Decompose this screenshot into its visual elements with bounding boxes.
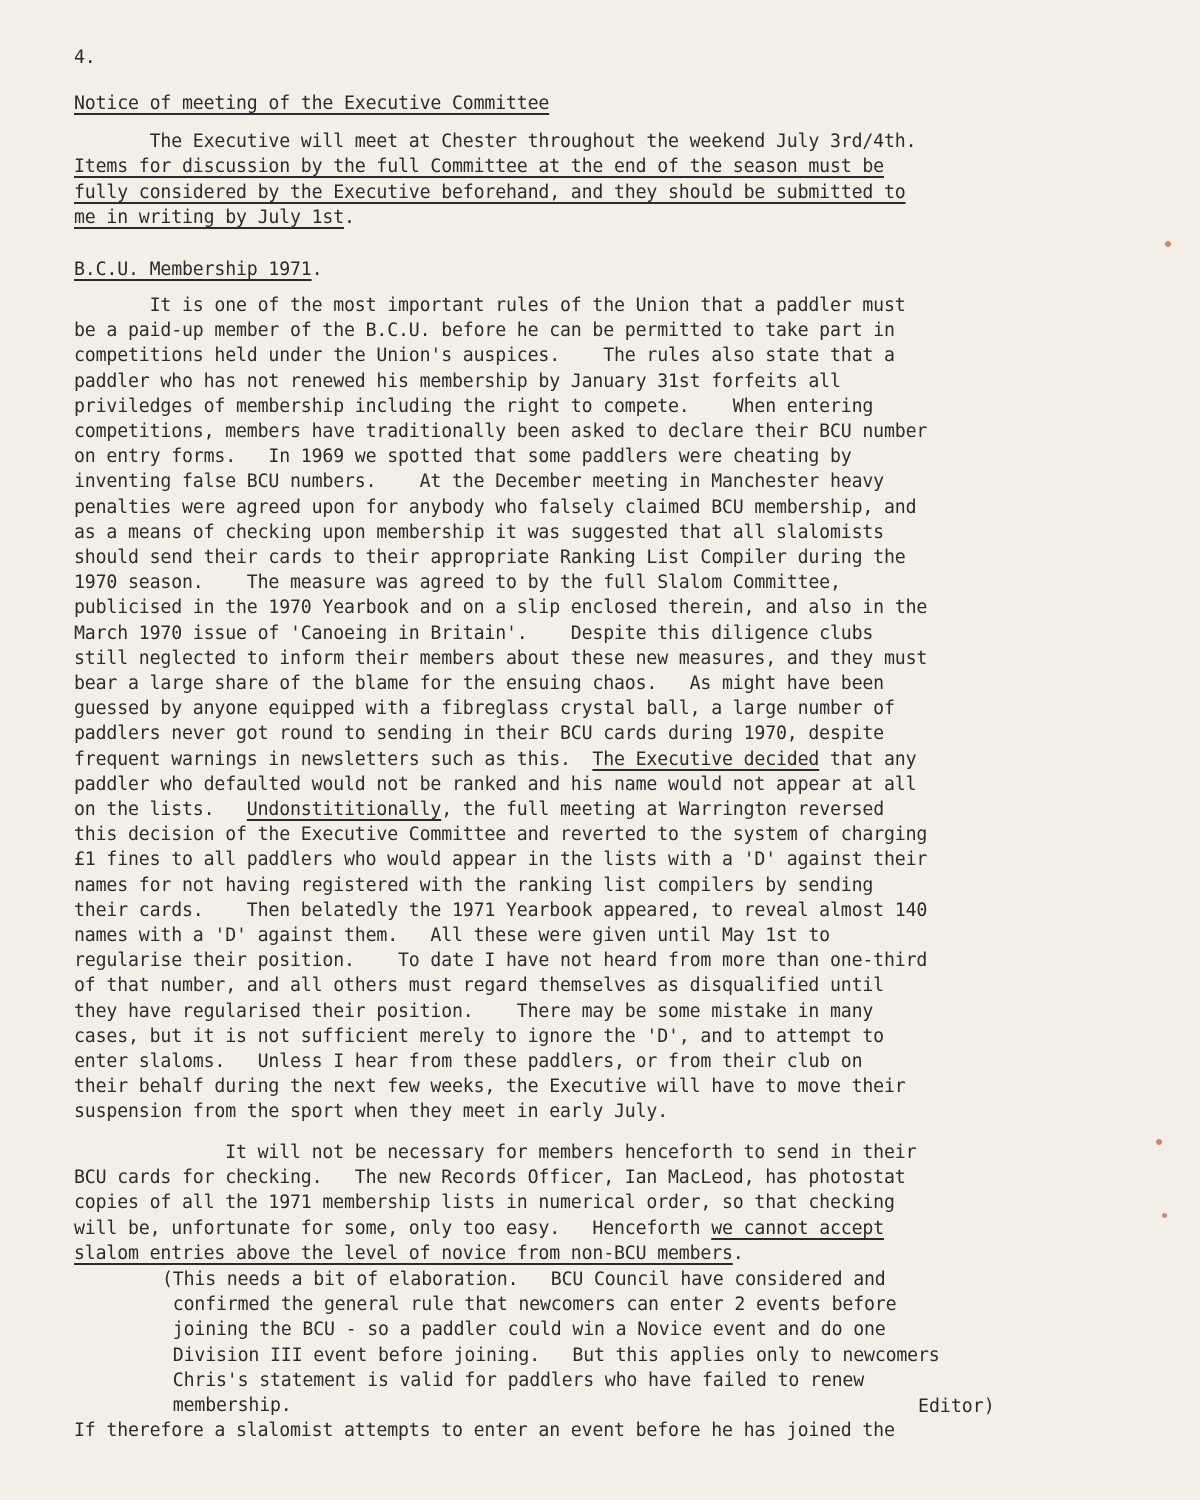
line-text: .: [344, 206, 355, 228]
line-text: It is one of the most important rules of the Union that a paddler must: [74, 295, 906, 316]
paper-mark: [1156, 1139, 1162, 1145]
line-text: frequent warnings in newsletters such as this.: [74, 748, 593, 770]
text-line: [74, 422, 927, 442]
line-text: names with a 'D' against them. All these were given until May 1st to: [74, 925, 830, 946]
line-text: names for not having registered with the ranking list compilers by sending: [74, 874, 874, 896]
text-line: [74, 1102, 668, 1122]
line-text: of that number, and all others must regard themselves as disqualified until: [74, 975, 884, 997]
editor-signature: Editor): [918, 1396, 995, 1417]
text-line: [74, 397, 873, 417]
line-text: regularise their position. To date I have not heard from more than one-third: [74, 950, 928, 972]
line-text: their cards. Then belatedly the 1971 Yearbook appeared, to reveal almost 140: [74, 899, 928, 921]
text-line: [74, 1219, 884, 1239]
underlined-text: Undonstititionally: [246, 799, 442, 820]
line-text: on entry forms. In 1969 we spotted that some paddlers were cheating by: [74, 446, 852, 468]
paper-mark: [1165, 241, 1171, 247]
editor-note-line: confirmed the general rule that newcomers can enter 2 events before: [162, 1294, 897, 1316]
text-line: [74, 1143, 916, 1163]
line-text: .: [732, 1242, 744, 1264]
line-text: BCU cards for checking. The new Records Officer, Ian MacLeod, has photostat: [74, 1167, 906, 1189]
line-text: competitions, members have traditionally been asked to declare their BCU number: [74, 421, 928, 442]
paper-mark: [1162, 1213, 1167, 1218]
text-line: [74, 1244, 744, 1264]
underlined-text: Items for discussion by the full Committee at the end of the season must be: [74, 156, 884, 178]
line-text: will be, unfortunate for some, only too easy. Henceforth: [74, 1217, 712, 1239]
line-text: that any: [819, 748, 917, 770]
line-text: paddler who has not renewed his membership by January 31st forfeits all: [74, 370, 841, 392]
text-line: [74, 573, 841, 593]
line-text: It will not be necessary for members henceforth to send in their: [74, 1142, 917, 1163]
line-text: The Executive will meet at Chester throughout the weekend July 3rd/4th.: [74, 131, 917, 152]
underlined-text: The Executive decided: [592, 748, 820, 770]
underlined-text: slalom entries above the level of novice from non-BCU members: [74, 1242, 733, 1264]
heading-text: B.C.U. Membership 1971: [74, 259, 312, 280]
line-text: as a means of checking upon membership it was suggested that all slalomists: [74, 521, 884, 543]
underlined-text: me in writing by July 1st: [74, 206, 344, 228]
text-line: [74, 775, 916, 795]
text-line: [74, 976, 884, 996]
text-line: [74, 1052, 862, 1072]
editor-note-line: membership.: [162, 1395, 292, 1416]
page-number: 4.: [74, 47, 96, 68]
text-line: [74, 472, 884, 492]
text-line: [74, 750, 916, 770]
line-text: guessed by anyone equipped with a fibreglass crystal ball, a large number of: [74, 698, 895, 720]
text-line: [74, 624, 873, 644]
line-text: cases, but it is not sufficient merely to ignore the 'D', and to attempt to: [74, 1025, 884, 1047]
text-line: [74, 447, 852, 467]
text-line: [74, 699, 895, 719]
editor-note-line: (This needs a bit of elaboration. BCU Council have considered and: [162, 1269, 886, 1290]
text-line: [74, 901, 927, 921]
text-line: [74, 157, 884, 177]
line-text: publicised in the 1970 Yearbook and on a slip enclosed therein, and also in the: [74, 597, 928, 619]
text-line: [74, 649, 927, 669]
line-text: bear a large share of the blame for the ensuing chaos. As might have been: [74, 673, 884, 694]
line-text: on the lists.: [74, 799, 247, 820]
text-line: [74, 296, 906, 316]
line-text: suspension from the sport when they meet in early July.: [74, 1101, 668, 1123]
text-line: [74, 321, 895, 341]
text-line: [74, 1193, 895, 1213]
text-line: [74, 598, 927, 618]
line-text: paddlers never got round to sending in their BCU cards during 1970, despite: [74, 723, 884, 745]
text-line: [74, 724, 884, 744]
line-text: £1 fines to all paddlers who would appear in the lists with a 'D' against their: [74, 849, 928, 871]
line-text: inventing false BCU numbers. At the December meeting in Manchester heavy: [74, 471, 884, 493]
line-text: copies of all the 1971 membership lists in numerical order, so that checking: [74, 1192, 895, 1214]
section-heading-membership: [74, 260, 322, 280]
line-text: 1970 season. The measure was agreed to by the full Slalom Committee,: [74, 572, 841, 594]
line-text: this decision of the Executive Committee and reverted to the system of charging: [74, 824, 928, 846]
text-line: [74, 346, 895, 366]
text-line: [74, 926, 830, 946]
line-text: should send their cards to their appropriate Ranking List Compiler during the: [74, 547, 906, 568]
editor-note-line: Chris's statement is valid for paddlers who have failed to renew: [162, 1369, 864, 1391]
editor-note-line: Division III event before joining. But this applies only to newcomers: [162, 1344, 940, 1366]
text-line: [74, 1027, 884, 1047]
line-text: they have regularised their position. There may be some mistake in many: [74, 1000, 874, 1022]
text-line: [74, 1168, 906, 1188]
line-text: still neglected to inform their members about these new measures, and they must: [74, 647, 928, 669]
line-text: paddler who defaulted would not be ranked and his name would not appear at all: [74, 773, 917, 795]
text-line: [74, 208, 355, 228]
text-line: [74, 800, 884, 820]
text-line: [74, 1077, 906, 1097]
text-line: [74, 498, 916, 518]
line-text: March 1970 issue of 'Canoeing in Britain'. Despite this diligence clubs: [74, 622, 874, 644]
text-line: [74, 523, 884, 543]
text-line: [74, 372, 841, 392]
text-line: [74, 850, 927, 870]
text-line: [74, 183, 906, 203]
text-line: [74, 825, 927, 845]
line-text: priviledges of membership including the right to compete. When entering: [74, 395, 874, 417]
text-line: [74, 1002, 873, 1022]
text-line: [74, 876, 873, 896]
line-text: be a paid-up member of the B.C.U. before he can be permitted to take part in: [74, 320, 895, 342]
underlined-text: fully considered by the Executive beforehand, and they should be submitted to: [74, 181, 906, 203]
heading-suffix: .: [311, 259, 323, 280]
final-line: If therefore a slalomist attempts to enter an event before he has joined the: [74, 1420, 895, 1441]
line-text: competitions held under the Union's auspices. The rules also state that a: [74, 345, 895, 367]
underlined-text: we cannot accept: [711, 1217, 884, 1239]
text-line: [74, 951, 927, 971]
text-line: [74, 548, 906, 568]
line-text: , the full meeting at Warrington reversed: [441, 799, 884, 820]
editor-note-line: joining the BCU - so a paddler could win a Novice event and do one: [162, 1319, 886, 1341]
text-line: [74, 132, 916, 152]
text-line: [74, 674, 884, 694]
line-text: enter slaloms. Unless I hear from these paddlers, or from their club on: [74, 1051, 863, 1072]
section-heading-executive-meeting: Notice of meeting of the Executive Committee: [74, 93, 550, 114]
line-text: their behalf during the next few weeks, the Executive will have to move their: [74, 1076, 906, 1098]
line-text: penalties were agreed upon for anybody who falsely claimed BCU membership, and: [74, 496, 917, 518]
